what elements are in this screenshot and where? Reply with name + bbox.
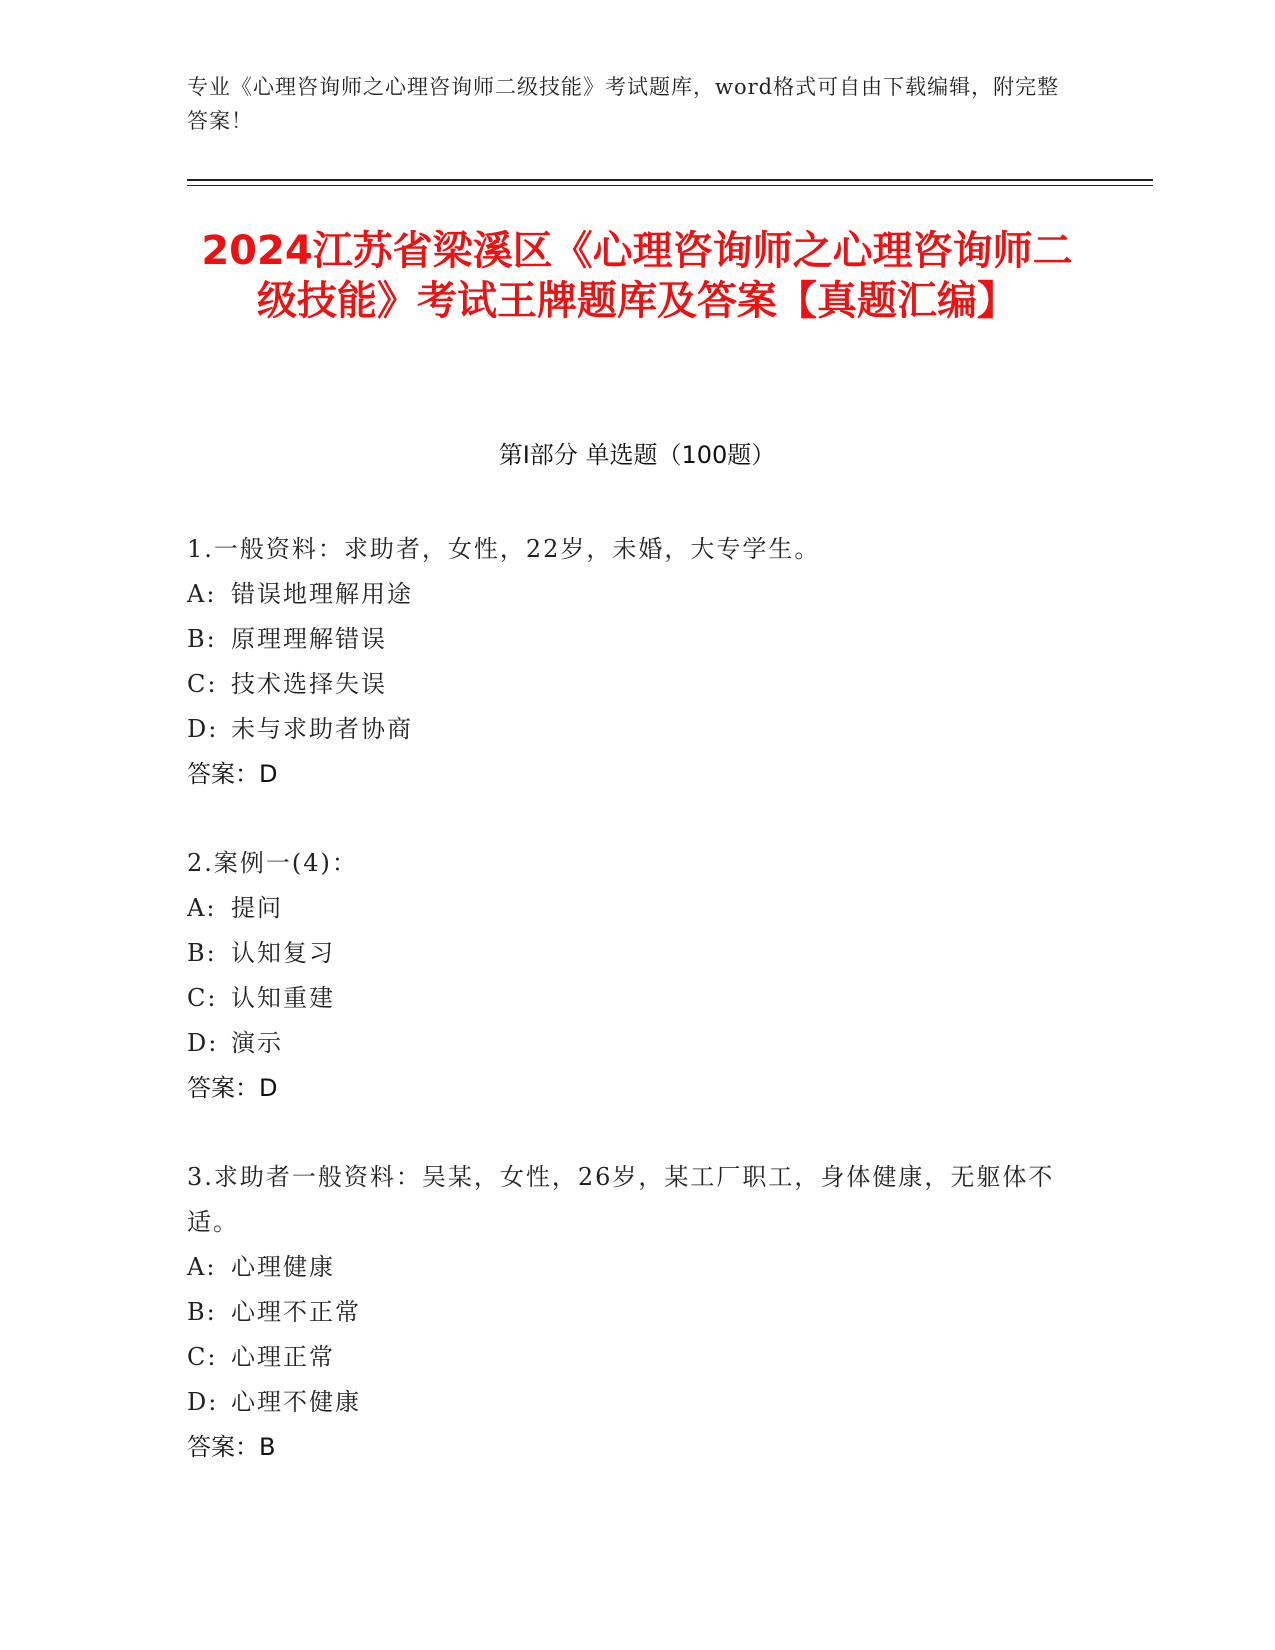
question-stem: 2.案例一(4)： <box>187 849 358 877</box>
option-b <box>187 931 1067 976</box>
option-letter: B: <box>187 1298 217 1326</box>
option-a <box>187 1245 1067 1290</box>
option-c <box>187 976 1067 1021</box>
answer-line: 答案：D <box>187 1074 278 1102</box>
option-text: 心理不健康 <box>231 1388 361 1416</box>
option-text: 认知重建 <box>231 984 335 1012</box>
option-letter: D: <box>187 1029 219 1057</box>
question-stem: 3.求助者一般资料：吴某，女性，26岁，某工厂职工，身体健康，无躯体不适。 <box>187 1163 1055 1236</box>
option-letter: D: <box>187 1388 219 1416</box>
option-letter: C: <box>187 984 218 1012</box>
option-letter: A: <box>187 1253 217 1281</box>
answer-line: 答案：B <box>187 1433 276 1461</box>
option-d <box>187 707 1067 752</box>
option-letter: A: <box>187 580 217 608</box>
header-rule-thin <box>187 185 1153 186</box>
option-d <box>187 1380 1067 1425</box>
question-1 <box>187 527 1067 797</box>
option-c <box>187 662 1067 707</box>
option-text: 未与求助者协商 <box>231 715 413 743</box>
header-note: 专业《心理咨询师之心理咨询师二级技能》考试题库，word格式可自由下载编辑，附完整答案！ <box>187 75 1060 133</box>
option-a <box>187 572 1067 617</box>
question-stem: 1.一般资料：求助者，女性，22岁，未婚，大专学生。 <box>187 535 821 563</box>
option-d <box>187 1021 1067 1066</box>
option-letter: B: <box>187 625 217 653</box>
option-c <box>187 1335 1067 1380</box>
header-rule-thick <box>187 179 1153 181</box>
option-letter: C: <box>187 1343 218 1371</box>
option-text: 原理理解错误 <box>231 625 387 653</box>
option-text: 演示 <box>231 1029 283 1057</box>
option-text: 心理健康 <box>231 1253 335 1281</box>
option-text: 心理正常 <box>231 1343 335 1371</box>
question-list <box>187 527 1067 1514</box>
option-letter: D: <box>187 715 219 743</box>
question-2 <box>187 841 1067 1111</box>
option-a <box>187 886 1067 931</box>
option-letter: A: <box>187 894 217 922</box>
option-text: 技术选择失误 <box>231 670 387 698</box>
question-3 <box>187 1155 1067 1470</box>
option-b <box>187 1290 1067 1335</box>
option-letter: C: <box>187 670 218 698</box>
option-text: 提问 <box>231 894 283 922</box>
option-text: 认知复习 <box>231 939 335 967</box>
option-text: 心理不正常 <box>231 1298 361 1326</box>
option-text: 错误地理解用途 <box>231 580 413 608</box>
option-b <box>187 617 1067 662</box>
option-letter: B: <box>187 939 217 967</box>
section-title: 第Ⅰ部分 单选题（100题） <box>498 441 776 469</box>
document-title: 2024江苏省梁溪区《心理咨询师之心理咨询师二级技能》考试王牌题库及答案【真题汇编】 <box>201 228 1073 324</box>
answer-line: 答案：D <box>187 760 278 788</box>
